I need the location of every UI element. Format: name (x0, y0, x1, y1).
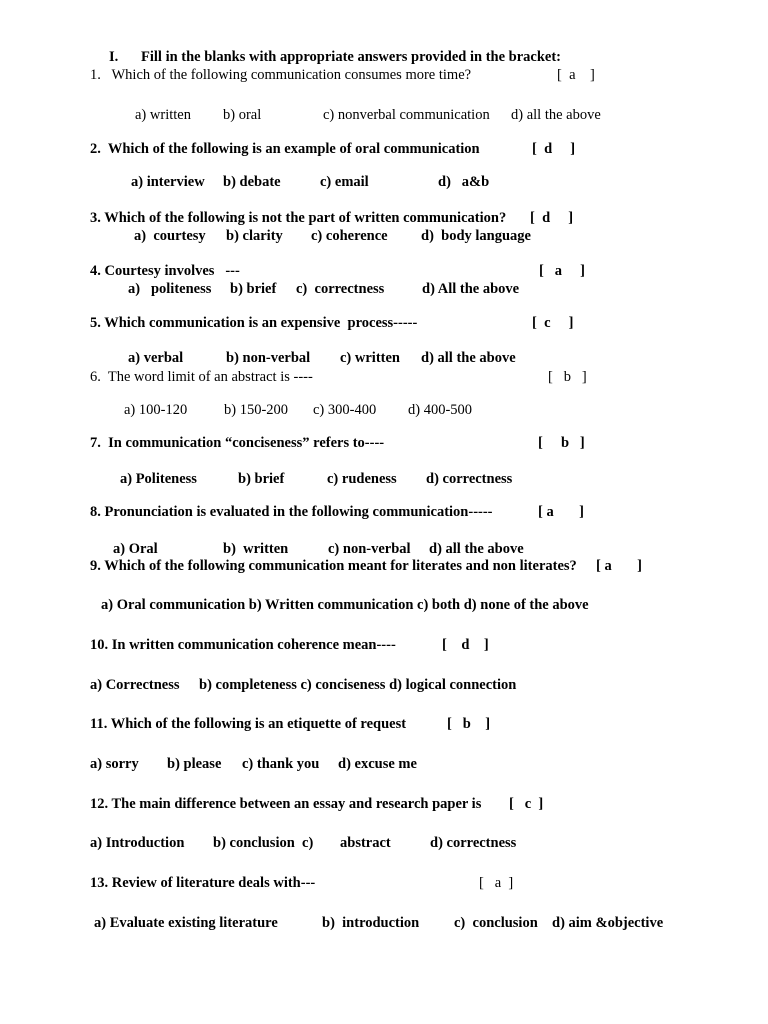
option-5d: d) all the above (421, 350, 516, 366)
question-3: 3. Which of the following is not the part of written communication? (90, 210, 507, 226)
option-4d: d) All the above (422, 281, 520, 297)
option-5b: b) non-verbal (226, 350, 311, 366)
option-2a: a) interview (131, 174, 205, 190)
option-6d: d) 400-500 (408, 402, 473, 418)
question-11: 11. Which of the following is an etiquette of request (90, 716, 407, 732)
option-8d: d) all the above (429, 541, 524, 557)
answer-3: [ d ] (530, 210, 574, 226)
question-10: 10. In written communication coherence mean---- (90, 637, 396, 653)
answer-1: [ a ] (557, 67, 595, 83)
answer-2: [ d ] (532, 141, 576, 157)
option-1c: c) nonverbal communication (323, 107, 490, 123)
option-11d: d) excuse me (338, 756, 417, 772)
option-7c: c) rudeness (327, 471, 397, 487)
option-11b: b) please (167, 756, 222, 772)
question-4: 4. Courtesy involves --- (90, 263, 240, 279)
question-12: 12. The main difference between an essay and research paper is (90, 796, 482, 812)
question-7: 7. In communication “conciseness” refers to---- (90, 435, 385, 451)
option-7b: b) brief (238, 471, 285, 487)
option-7d: d) correctness (426, 471, 513, 487)
option-11a: a) sorry (90, 756, 139, 772)
option-3a: a) courtesy (134, 228, 206, 244)
option-12c-text: abstract (340, 835, 391, 851)
option-6c: c) 300-400 (313, 402, 377, 418)
option-4b: b) brief (230, 281, 277, 297)
option-8b: b) written (223, 541, 289, 557)
answer-12: [ c ] (509, 796, 544, 812)
option-5c: c) written (340, 350, 400, 366)
option-6a: a) 100-120 (124, 402, 188, 418)
option-2d: d) a&b (438, 174, 490, 190)
option-2b: b) debate (223, 174, 281, 190)
option-12d: d) correctness (430, 835, 517, 851)
answer-13: [ a ] (479, 875, 514, 891)
option-10a: a) Correctness (90, 677, 180, 693)
question-13: 13. Review of literature deals with--- (90, 875, 316, 891)
question-5: 5. Which communication is an expensive process----- (90, 315, 418, 331)
option-11c: c) thank you (242, 756, 320, 772)
option-5a: a) verbal (128, 350, 184, 366)
section-heading: Fill in the blanks with appropriate answers provided in the bracket: (141, 49, 562, 65)
option-7a: a) Politeness (120, 471, 197, 487)
answer-7: [ b ] (538, 435, 585, 451)
option-10bcd: b) completeness c) conciseness d) logical connection (199, 677, 517, 693)
option-12a: a) Introduction (90, 835, 185, 851)
question-6: 6. The word limit of an abstract is ---- (90, 369, 313, 385)
answer-10: [ d ] (442, 637, 489, 653)
answer-6: [ b ] (548, 369, 587, 385)
option-1b: b) oral (223, 107, 262, 123)
option-4a: a) politeness (128, 281, 212, 297)
option-3d: d) body language (421, 228, 531, 244)
option-13c: c) conclusion (454, 915, 538, 931)
option-4c: c) correctness (296, 281, 385, 297)
question-1: 1. Which of the following communication consumes more time? (90, 67, 472, 83)
option-13d: d) aim &objective (552, 915, 664, 931)
question-2: 2. Which of the following is an example of oral communication (90, 141, 480, 157)
question-9: 9. Which of the following communication meant for literates and non literates? (90, 558, 577, 574)
option-2c: c) email (320, 174, 369, 190)
option-8a: a) Oral (113, 541, 158, 557)
options-9: a) Oral communication b) Written communication c) both d) none of the above (101, 597, 589, 613)
option-13a: a) Evaluate existing literature (94, 915, 278, 931)
answer-8: [ a ] (538, 504, 584, 520)
option-6b: b) 150-200 (224, 402, 289, 418)
option-3b: b) clarity (226, 228, 283, 244)
option-1d: d) all the above (511, 107, 601, 123)
answer-9: [ a ] (596, 558, 642, 574)
option-3c: c) coherence (311, 228, 388, 244)
question-8: 8. Pronunciation is evaluated in the following communication----- (90, 504, 493, 520)
option-8c: c) non-verbal (328, 541, 411, 557)
section-numeral: I. (109, 49, 119, 65)
option-1a: a) written (135, 107, 191, 123)
option-13b: b) introduction (322, 915, 420, 931)
answer-4: [ a ] (539, 263, 585, 279)
answer-11: [ b ] (447, 716, 491, 732)
answer-5: [ c ] (532, 315, 574, 331)
option-12bc: b) conclusion c) (213, 835, 314, 851)
